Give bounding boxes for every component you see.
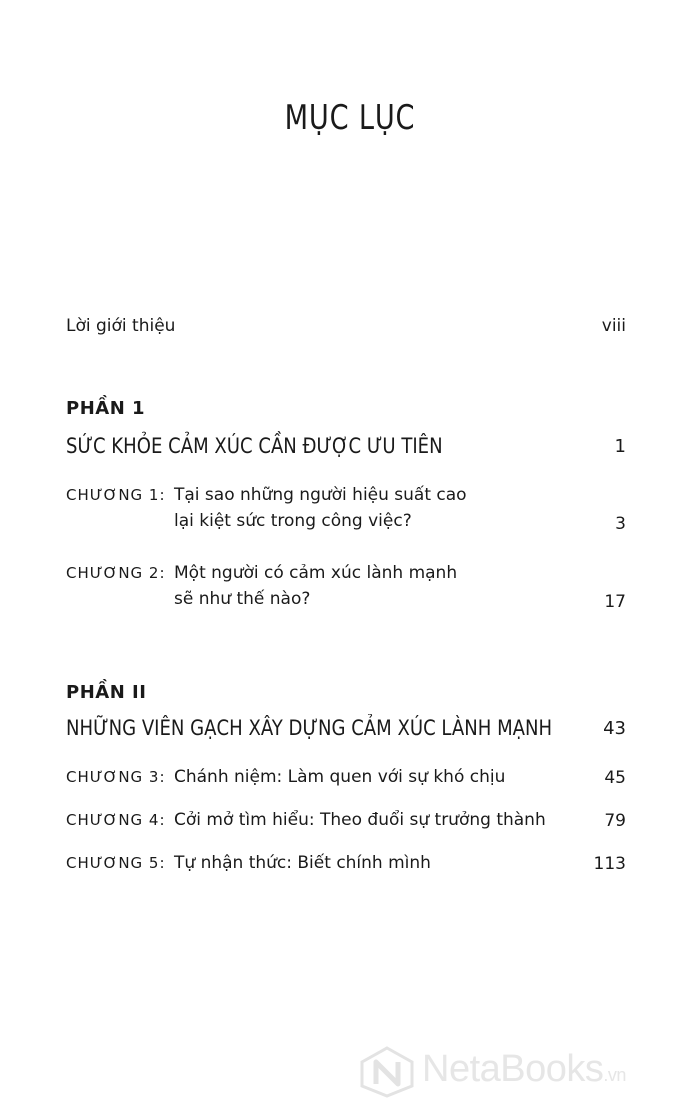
toc-intro-label: Lời giới thiệu <box>66 316 176 336</box>
chapter-3-label: CHƯƠNG 3: <box>66 768 166 786</box>
watermark-text: NetaBooks <box>422 1048 604 1090</box>
part-1-title: SỨC KHỎE CẢM XÚC CẦN ĐƯỢC ƯU TIÊN <box>66 434 443 458</box>
chapter-1-title-line2: lại kiệt sức trong công việc? <box>174 511 412 531</box>
part-1-label: PHẦN 1 <box>66 398 146 419</box>
chapter-5-page: 113 <box>593 854 626 874</box>
chapter-2-label: CHƯƠNG 2: <box>66 564 166 582</box>
netabooks-watermark <box>358 1042 688 1102</box>
chapter-1-row[interactable] <box>66 486 626 542</box>
part-2-title-row[interactable] <box>66 716 626 744</box>
chapter-1-label: CHƯƠNG 1: <box>66 486 166 504</box>
chapter-5-label: CHƯƠNG 5: <box>66 854 166 872</box>
chapter-1-title-line1: Tại sao những người hiệu suất cao <box>174 485 467 505</box>
chapter-2-title-line1: Một người có cảm xúc lành mạnh <box>174 563 458 583</box>
chapter-4-label: CHƯƠNG 4: <box>66 811 166 829</box>
toc-intro-page: viii <box>601 316 626 336</box>
chapter-3-title: Chánh niệm: Làm quen với sự khó chịu <box>174 767 506 787</box>
part-1-title-row[interactable] <box>66 434 626 462</box>
part-2-label: PHẦN II <box>66 682 147 703</box>
watermark-suffix: .vn <box>603 1065 626 1085</box>
part-2-title: NHỮNG VIÊN GẠCH XÂY DỰNG CẢM XÚC LÀNH MẠNH <box>66 716 553 740</box>
toc-intro-row[interactable] <box>66 316 626 340</box>
chapter-3-row[interactable] <box>66 768 626 794</box>
chapter-2-title-line2: sẽ như thế nào? <box>174 589 311 609</box>
watermark-text-wrap <box>422 1048 626 1091</box>
chapter-4-page: 79 <box>604 811 626 831</box>
chapter-1-page: 3 <box>615 514 626 534</box>
part-2-page: 43 <box>603 718 626 739</box>
chapter-4-title: Cởi mở tìm hiểu: Theo đuổi sự trưởng thành <box>174 810 546 830</box>
chapter-5-row[interactable] <box>66 854 626 880</box>
part-1-page: 1 <box>614 436 626 457</box>
page-title: MỤC LỤC <box>284 98 416 138</box>
chapter-5-title: Tự nhận thức: Biết chính mình <box>174 853 431 873</box>
chapter-4-row[interactable] <box>66 811 626 837</box>
netabooks-logo-icon <box>358 1046 416 1098</box>
chapter-2-page: 17 <box>604 592 626 612</box>
chapter-2-row[interactable] <box>66 564 626 620</box>
chapter-3-page: 45 <box>604 768 626 788</box>
